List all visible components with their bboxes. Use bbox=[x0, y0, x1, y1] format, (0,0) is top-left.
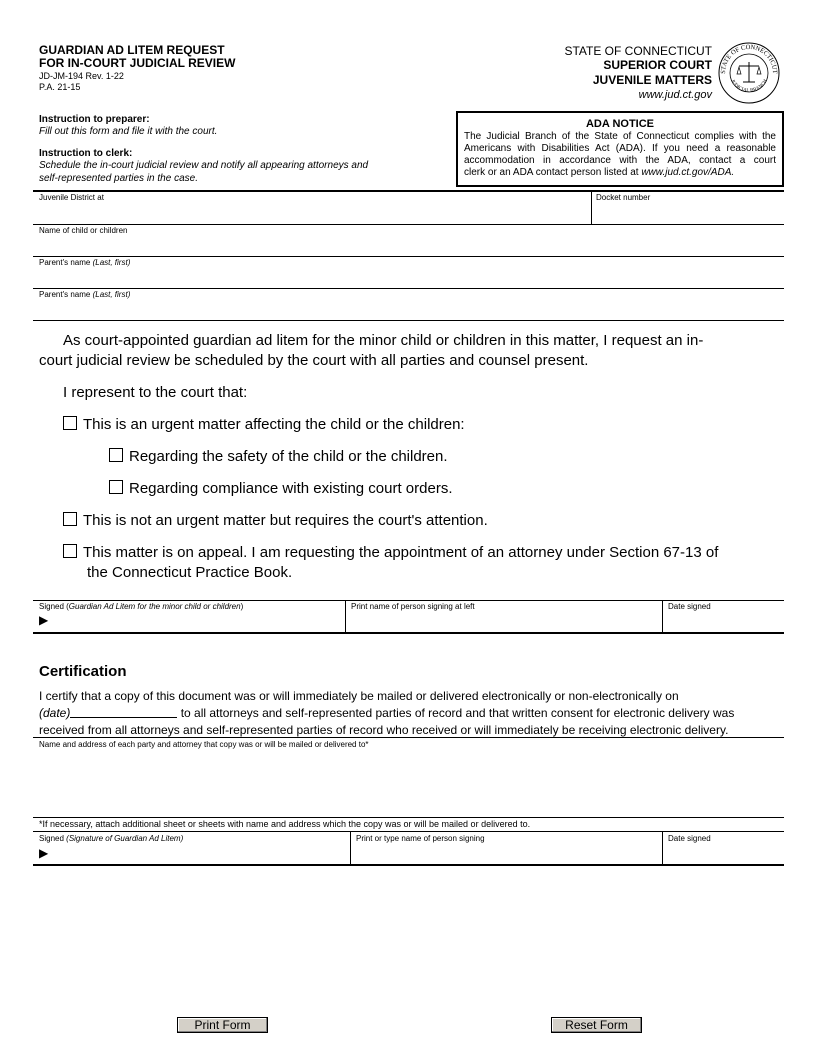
clerk-instruction-label: Instruction to clerk: bbox=[39, 148, 133, 159]
parent1-hint: (Last, first) bbox=[92, 258, 131, 267]
field-divider bbox=[33, 288, 784, 289]
docket-label: Docket number bbox=[596, 193, 651, 202]
urgent-checkbox[interactable] bbox=[63, 416, 77, 430]
name-address-label: Name and address of each party and attorney that copy was or will be mailed or delivered to* bbox=[39, 740, 369, 749]
ada-notice-line1: The Judicial Branch of the State of Connecticut complies with the bbox=[464, 131, 776, 142]
print-type-name-label: Print or type name of person signing bbox=[356, 834, 485, 843]
signature2-arrow-icon: ▶ bbox=[39, 846, 49, 860]
website-link: www.jud.ct.gov bbox=[638, 89, 712, 101]
ada-notice-line4: clerk or an ADA contact person listed at bbox=[464, 167, 642, 178]
parent1-label: Parent's name bbox=[39, 258, 91, 267]
compliance-checkbox[interactable] bbox=[109, 480, 123, 494]
signed-hint: Guardian Ad Litem for the minor child or children bbox=[68, 602, 241, 611]
district-label: Juvenile District at bbox=[39, 193, 104, 202]
form-title-line2: FOR IN-COURT JUDICIAL REVIEW bbox=[39, 56, 236, 70]
footnote-text: *If necessary, attach additional sheet or sheets with name and address which the copy was or will be mailed or delivered to. bbox=[39, 819, 531, 829]
court-division: JUVENILE MATTERS bbox=[592, 73, 712, 87]
date-signed-label: Date signed bbox=[668, 602, 711, 611]
district-input[interactable] bbox=[36, 203, 588, 222]
appeal-label-line2: the Connecticut Practice Book. bbox=[87, 564, 293, 581]
print-name-label: Print name of person signing at left bbox=[351, 602, 475, 611]
preparer-instruction-text: Fill out this form and file it with the court. bbox=[39, 126, 218, 137]
form-number: JD-JM-194 Rev. 1-22 bbox=[39, 71, 124, 81]
docket-divider bbox=[591, 190, 592, 224]
signature2-input[interactable] bbox=[54, 844, 347, 862]
compliance-label: Regarding compliance with existing court orders. bbox=[129, 480, 453, 497]
certification-date-input[interactable] bbox=[70, 706, 177, 718]
signed2-label: Signed bbox=[39, 834, 64, 843]
certification-date-label: (date) bbox=[39, 706, 71, 720]
form-title-line1: GUARDIAN AD LITEM REQUEST bbox=[39, 43, 225, 57]
signed-close: ) bbox=[240, 602, 244, 611]
seal-bottom-text: JUDICIAL BRANCH bbox=[729, 78, 769, 94]
signature2-top-line bbox=[33, 831, 784, 832]
parent2-input[interactable] bbox=[36, 300, 782, 319]
clerk-instruction-text-1: Schedule the in-court judicial review and notify all appearing attorneys and bbox=[39, 160, 369, 171]
clerk-instruction-text-2: self-represented parties in the case. bbox=[39, 173, 198, 184]
signed-label: Signed ( bbox=[39, 602, 69, 611]
appeal-label-line1: This matter is on appeal. I am requesting the appointment of an attorney under Section 67-13 of bbox=[83, 544, 719, 561]
certification-divider bbox=[33, 737, 784, 738]
ada-notice-title: ADA NOTICE bbox=[585, 118, 655, 130]
field-divider bbox=[33, 256, 784, 257]
request-paragraph-line1: As court-appointed guardian ad litem for the minor child or children in this matter, I request an in- bbox=[63, 332, 704, 349]
signature2-bottom-line bbox=[33, 864, 784, 866]
signature1-input[interactable] bbox=[54, 612, 342, 630]
parent2-hint: (Last, first) bbox=[92, 290, 131, 299]
parent1-input[interactable] bbox=[36, 268, 782, 287]
state-seal-icon bbox=[718, 42, 780, 104]
footnote-top-line bbox=[33, 817, 784, 818]
ada-notice-box bbox=[456, 111, 784, 187]
certification-line2: to all attorneys and self-represented parties of record and that written consent for electronic delivery was bbox=[180, 706, 735, 720]
docket-input[interactable] bbox=[594, 203, 782, 222]
name-address-input[interactable] bbox=[36, 750, 782, 814]
certification-line1: I certify that a copy of this document was or will immediately be mailed or delivered electronically or non-electronically on bbox=[39, 689, 679, 703]
date-signed2-label: Date signed bbox=[668, 834, 711, 843]
safety-checkbox[interactable] bbox=[109, 448, 123, 462]
date-signed-input[interactable] bbox=[665, 612, 782, 630]
state-name: STATE OF CONNECTICUT bbox=[564, 44, 712, 58]
signature1-arrow-icon: ▶ bbox=[39, 613, 49, 627]
top-field-divider bbox=[33, 190, 784, 192]
not-urgent-checkbox[interactable] bbox=[63, 512, 77, 526]
field-divider bbox=[33, 320, 784, 321]
represent-text: I represent to the court that: bbox=[63, 384, 248, 401]
urgent-label: This is an urgent matter affecting the child or the children: bbox=[83, 416, 465, 433]
print-type-name-input[interactable] bbox=[353, 844, 659, 862]
certification-line3: received from all attorneys and self-represented parties of record who received or will immediately be receiving electronic delivery. bbox=[39, 723, 729, 737]
signature2-divider bbox=[662, 831, 663, 864]
field-divider bbox=[33, 224, 784, 225]
print-name-input[interactable] bbox=[348, 612, 659, 630]
pa-number: P.A. 21-15 bbox=[39, 82, 81, 92]
signature1-top-line bbox=[33, 600, 784, 601]
date-signed2-input[interactable] bbox=[665, 844, 782, 862]
parent2-label: Parent's name bbox=[39, 290, 91, 299]
preparer-instruction-label: Instruction to preparer: bbox=[39, 114, 150, 125]
child-name-label: Name of child or children bbox=[39, 226, 128, 235]
ada-notice-line3: accommodation in accordance with the ADA, contact a court bbox=[464, 155, 776, 166]
signed2-hint: (Signature of Guardian Ad Litem) bbox=[66, 834, 184, 843]
not-urgent-label: This is not an urgent matter but requires the court's attention. bbox=[83, 512, 488, 529]
ada-link: www.jud.ct.gov/ADA. bbox=[641, 167, 735, 178]
signature1-divider bbox=[345, 600, 346, 632]
appeal-checkbox[interactable] bbox=[63, 544, 77, 558]
signature1-bottom-line bbox=[33, 632, 784, 634]
certification-title: Certification bbox=[39, 663, 127, 680]
print-form-button[interactable]: Print Form bbox=[177, 1017, 268, 1033]
court-name: SUPERIOR COURT bbox=[603, 58, 712, 72]
seal-top-text: STATE OF CONNECTICUT bbox=[719, 43, 779, 74]
ada-notice-line2: Americans with Disabilities Act (ADA). If you need a reasonable bbox=[464, 143, 776, 154]
reset-form-button[interactable]: Reset Form bbox=[551, 1017, 642, 1033]
request-paragraph-line2: court judicial review be scheduled by the court with all parties and counsel present. bbox=[39, 352, 589, 369]
child-name-input[interactable] bbox=[36, 236, 782, 255]
signature2-divider bbox=[350, 831, 351, 864]
signature1-divider bbox=[662, 600, 663, 632]
safety-label: Regarding the safety of the child or the children. bbox=[129, 448, 448, 465]
